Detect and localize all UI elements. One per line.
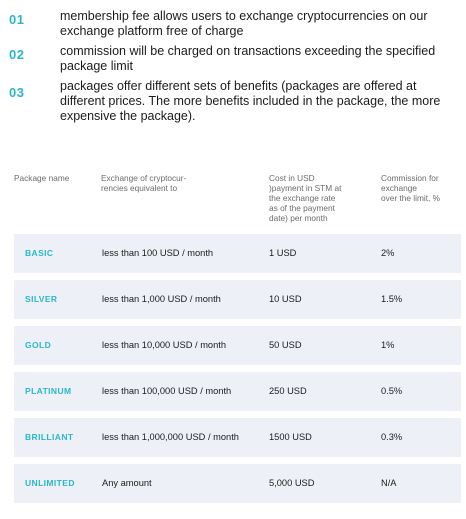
commission-cell: 0.5% (381, 386, 403, 396)
package-name-cell: UNLIMITED (25, 478, 75, 488)
commission-cell: 2% (381, 248, 395, 258)
item-number: 03 (9, 85, 25, 100)
package-name-cell: BASIC (25, 248, 54, 258)
commission-cell: 1.5% (381, 294, 403, 304)
item-text: membership fee allows users to exchange cryptocurrencies on our exchange platform free of charge (60, 9, 428, 38)
commission-cell: 1% (381, 340, 395, 350)
package-name-cell: BRILLIANT (25, 432, 74, 442)
item-text: packages offer different sets of benefits (packages are offered at different prices. The more benefits included in the package, the more expensive the package). (60, 79, 441, 123)
package-name-cell: PLATINUM (25, 386, 72, 396)
header-exchange: Exchange of cryptocur- rencies equivalent to (101, 173, 187, 193)
exchange-limit-cell: Any amount (102, 478, 152, 488)
cost-cell: 1500 USD (269, 432, 312, 442)
table-row (14, 372, 461, 411)
cost-cell: 1 USD (269, 248, 297, 258)
exchange-limit-cell: less than 100 USD / month (102, 248, 214, 258)
table-header (0, 173, 466, 233)
header-commission: Commission for exchange over the limit, % (381, 173, 441, 203)
table-row (14, 234, 461, 273)
exchange-limit-cell: less than 1,000,000 USD / month (102, 432, 239, 442)
exchange-limit-cell: less than 10,000 USD / month (102, 340, 227, 350)
cost-cell: 50 USD (269, 340, 302, 350)
commission-cell: 0.3% (381, 432, 403, 442)
header-package-name: Package name (14, 173, 70, 183)
package-name-cell: GOLD (25, 340, 52, 350)
commission-cell: N/A (381, 478, 397, 488)
table-row (14, 280, 461, 319)
item-number: 01 (9, 12, 25, 27)
table-row (14, 418, 461, 457)
item-number: 02 (9, 47, 25, 62)
cost-cell: 10 USD (269, 294, 302, 304)
package-name-cell: SILVER (25, 294, 58, 304)
item-text: commission will be charged on transactions exceeding the specified package limit (60, 44, 436, 73)
cost-cell: 250 USD (269, 386, 307, 396)
exchange-limit-cell: less than 1,000 USD / month (102, 294, 221, 304)
table-row (14, 464, 461, 503)
header-cost: Cost in USD )payment in STM at the exchange rate as of the payment date) per month (269, 173, 342, 223)
table-row (14, 326, 461, 365)
cost-cell: 5,000 USD (269, 478, 315, 488)
exchange-limit-cell: less than 100,000 USD / month (102, 386, 232, 396)
